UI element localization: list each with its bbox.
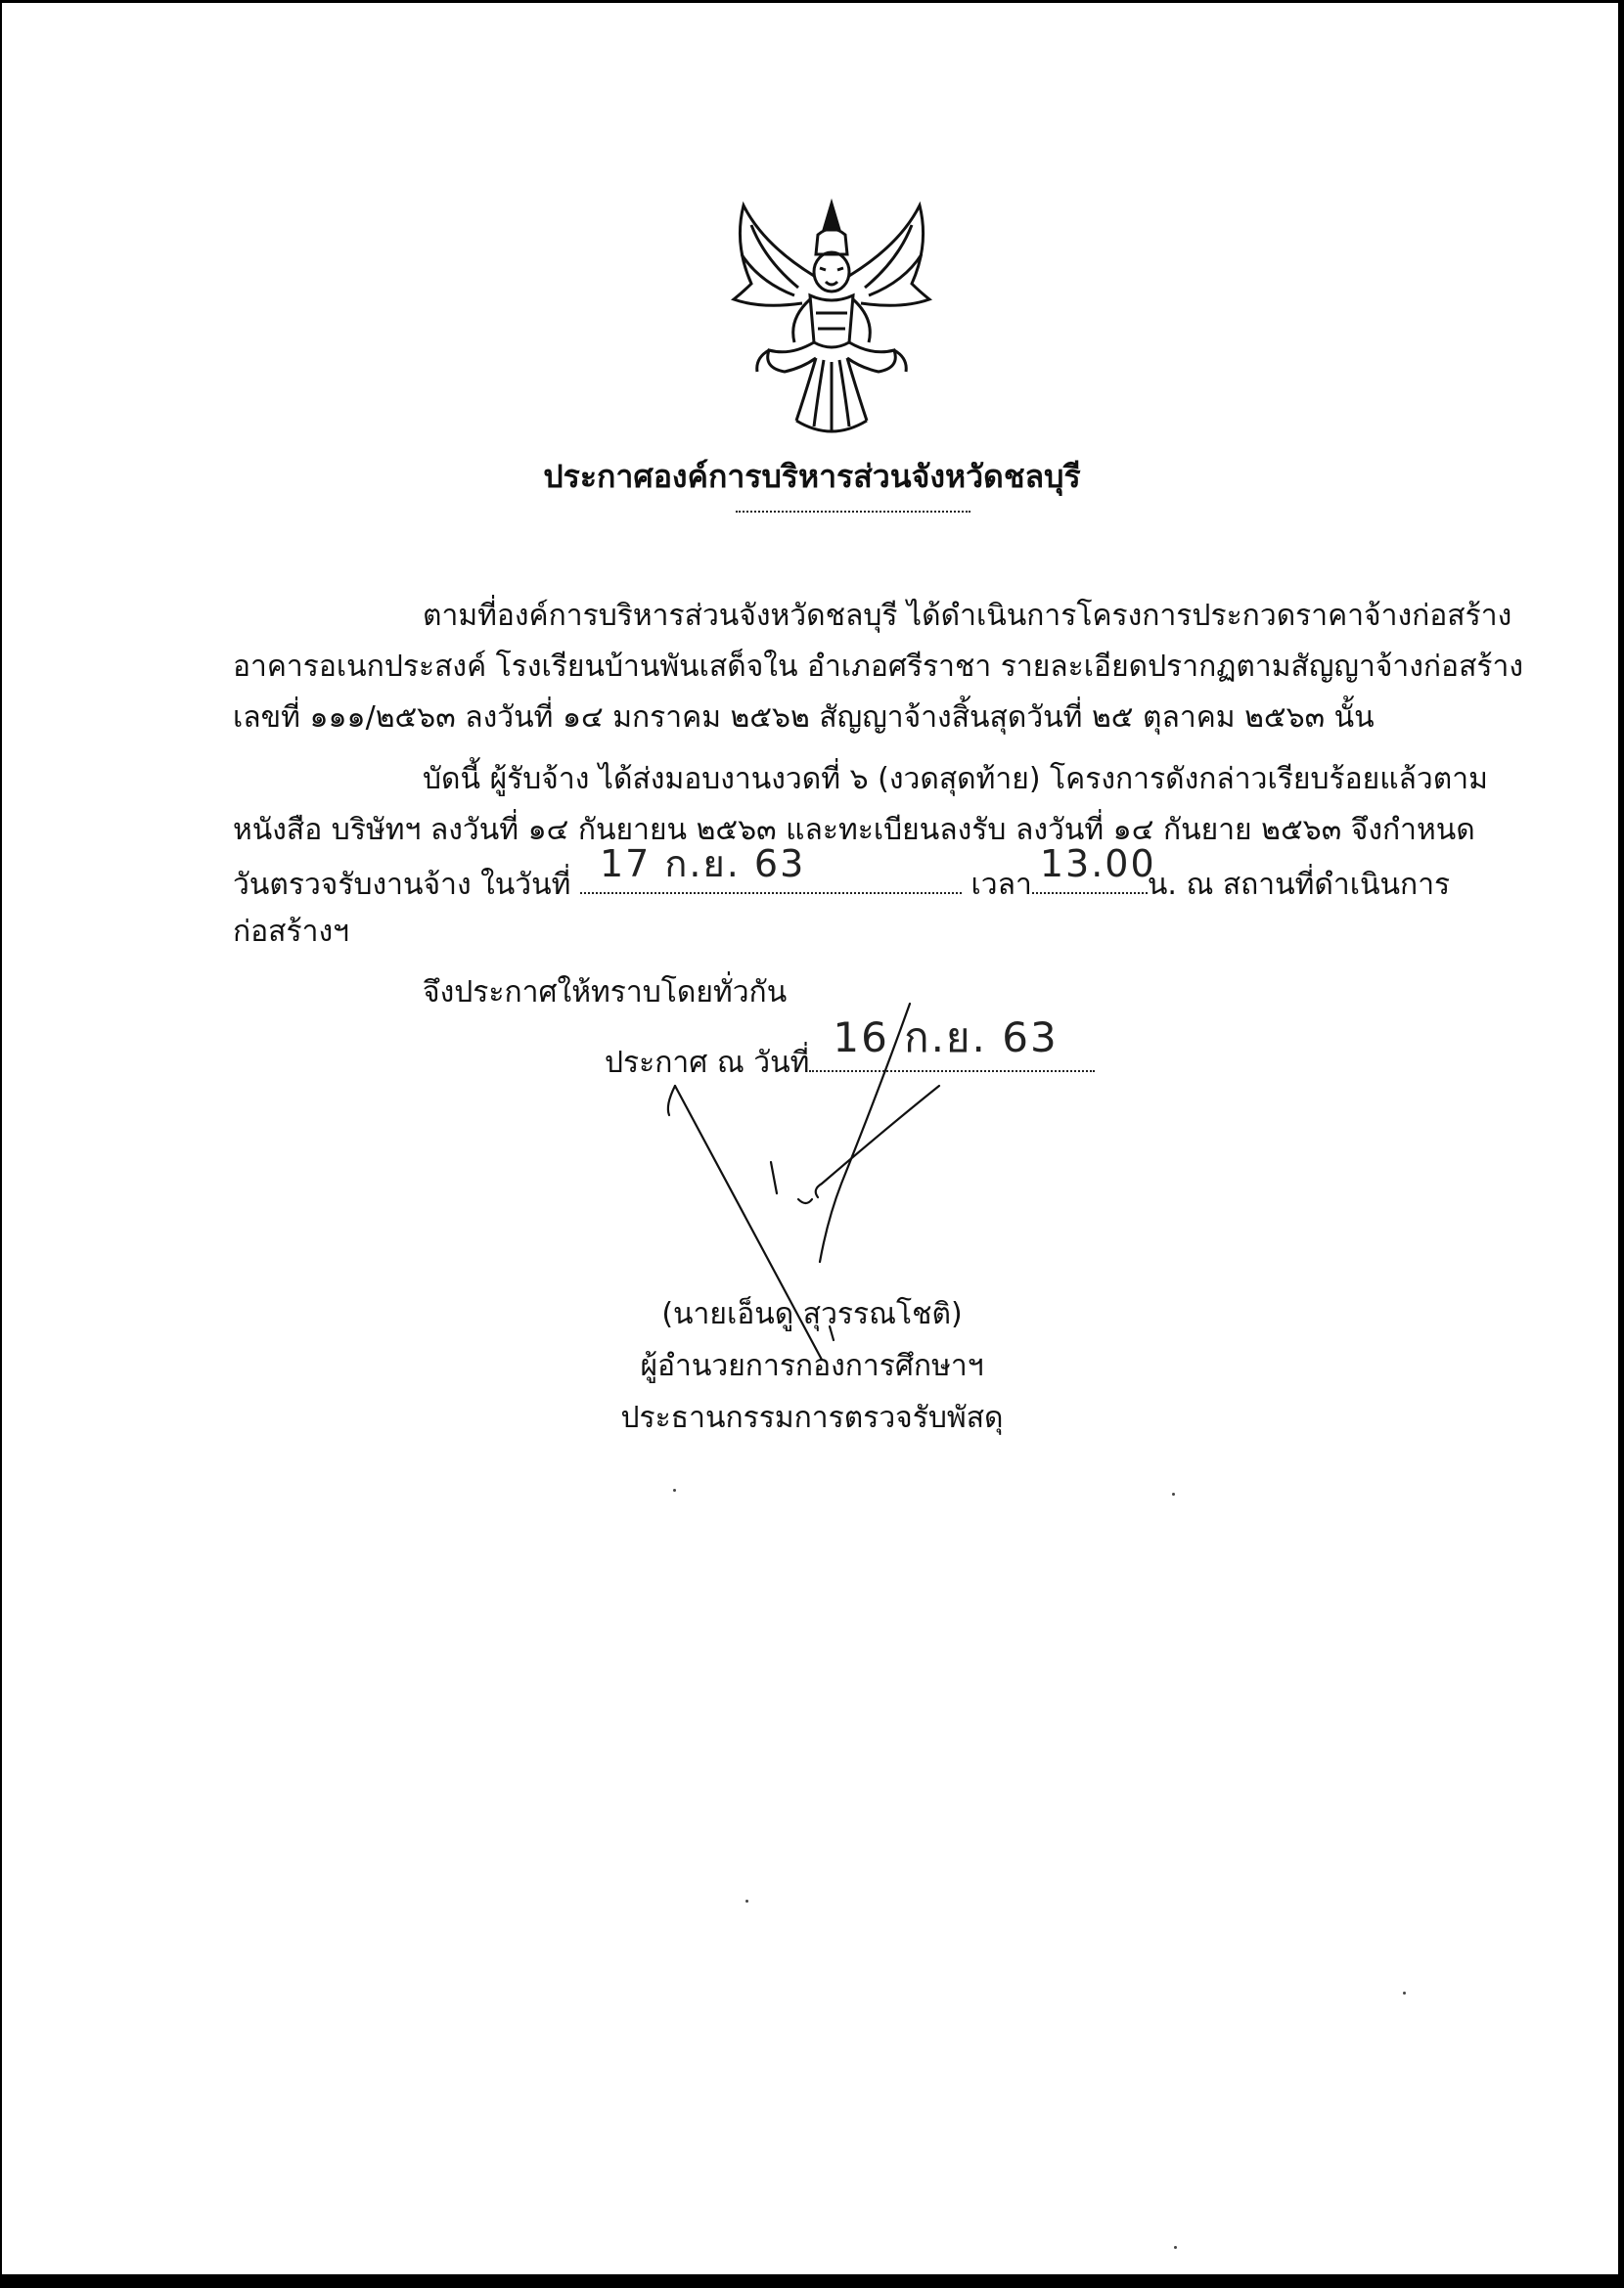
paragraph-1-line-2: อาคารอเนกประสงค์ โรงเรียนบ้านพันเสด็จใน อำเภอศรีราชา รายละเอียดปรากฏตามสัญญาจ้างก่อสร้าง	[233, 650, 1523, 684]
inspection-time-label: เวลา	[970, 868, 1032, 902]
inspection-date-field	[580, 842, 962, 894]
title-divider	[736, 511, 970, 513]
closing-statement: จึงประกาศให้ทราบโดยทั่วกัน	[423, 975, 788, 1009]
inspection-date-handwritten: 17 ก.ย. 63	[599, 842, 806, 885]
signer-title: ผู้อำนวยการกองการศึกษาฯ	[640, 1349, 984, 1383]
scan-speck	[1172, 1493, 1175, 1496]
paragraph-2-line-2: หนังสือ บริษัทฯ ลงวันที่ ๑๔ กันยายน ๒๕๖๓ และทะเบียนลงรับ ลงวันที่ ๑๔ กันยาย ๒๕๖๓ จึงกำหนด	[233, 813, 1475, 847]
paragraph-1-line-1: ตามที่องค์การบริหารส่วนจังหวัดชลบุรี ได้ดำเนินการโครงการประกวดราคาจ้างก่อสร้าง	[423, 599, 1512, 633]
paragraph-2-line-3	[233, 842, 1451, 902]
inspection-time-field	[1032, 842, 1156, 894]
scan-speck	[1174, 2246, 1177, 2249]
signer-role: ประธานกรรมการตรวจรับพัสดุ	[620, 1401, 1004, 1435]
scan-speck	[1403, 1992, 1406, 1995]
announcement-date-label: ประกาศ ณ วันที่	[605, 1046, 810, 1080]
inspection-time-handwritten: 13.00	[1039, 842, 1156, 885]
inspection-place-text: น. ณ สถานที่ดำเนินการ	[1147, 868, 1451, 902]
scan-speck	[673, 1489, 676, 1492]
paragraph-1-line-3: เลขที่ ๑๑๑/๒๕๖๓ ลงวันที่ ๑๔ มกราคม ๒๕๖๒ สัญญาจ้างสิ้นสุดวันที่ ๒๕ ตุลาคม ๒๕๖๓ นั้น	[233, 700, 1375, 735]
garuda-emblem	[704, 186, 959, 450]
announcement-title: ประกาศองค์การบริหารส่วนจังหวัดชลบุรี	[543, 458, 1081, 495]
paragraph-2-line-4: ก่อสร้างฯ	[233, 915, 349, 949]
signer-name: (นายเอ็นดู สุวรรณโชติ)	[661, 1297, 963, 1331]
inspection-date-label: วันตรวจรับงานจ้าง ในวันที่	[233, 868, 571, 902]
paragraph-2-line-1: บัดนี้ ผู้รับจ้าง ได้ส่งมอบงานงวดที่ ๖ (งวดสุดท้าย) โครงการดังกล่าวเรียบร้อยแล้วตาม	[423, 762, 1488, 796]
scan-speck	[745, 1900, 748, 1903]
announcement-date-handwritten: 16 ก.ย. 63	[833, 1013, 1059, 1061]
